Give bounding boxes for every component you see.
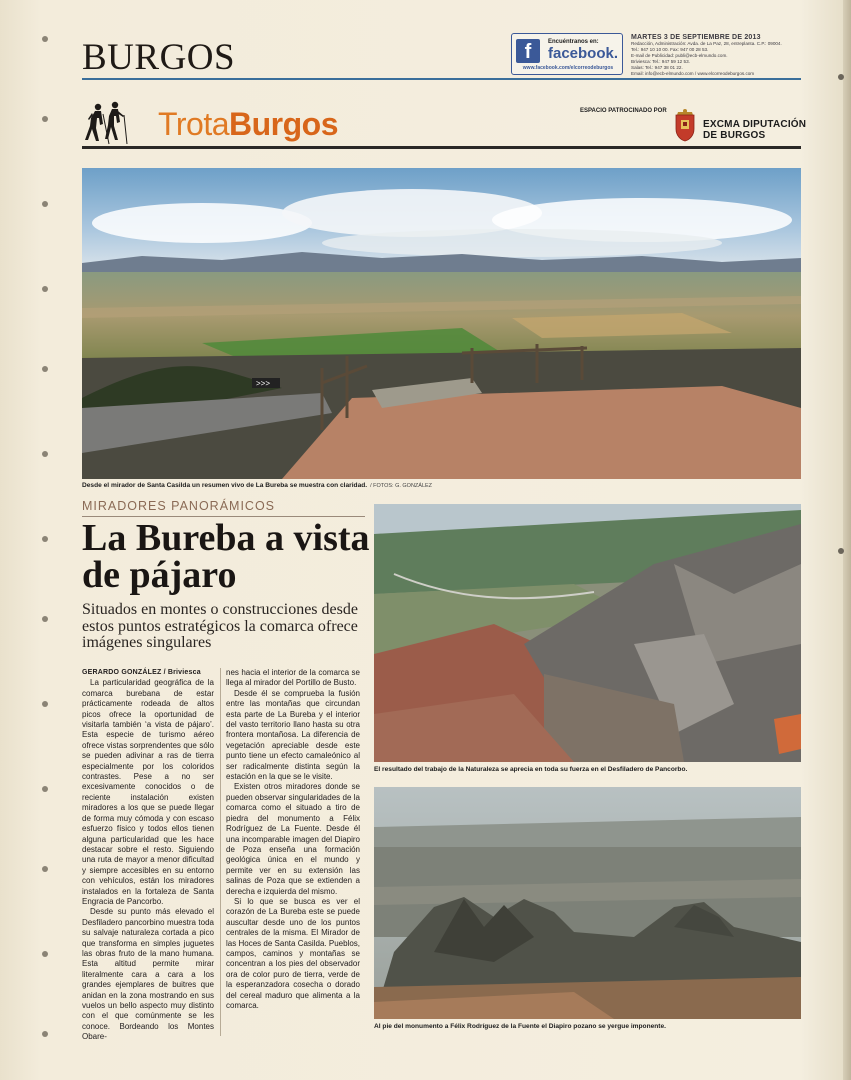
photo-diapiro-poza xyxy=(374,787,801,1019)
header-info xyxy=(631,34,811,77)
contact-line: Tel.: 947 10 10 00. Fax: 947 00 28 53. xyxy=(631,47,709,52)
sponsor-name-line1: EXCMA DIPUTACIÓN xyxy=(703,119,807,130)
body-paragraph: Desde él se comprueba la fusión entre las montañas que circundan esta parte de La Bureba y el interior del vasto territorio llano hasta su otra frontera montañosa. La diferencia de vegetación apreciable desde este punto tiene un efecto camaleónico al ser radicalmente distinta según la estación en la que se le visite. xyxy=(226,688,360,782)
middle-photo-caption: El resultado del trabajo de la Naturaleza se aprecia en toda su fuerza en el Desfiladero de Pancorbo. xyxy=(374,766,688,773)
body-paragraph: Existen otros miradores donde se pueden observar singularidades de la comarca como el situado a tiro de piedra del monumento a Félix Rodríguez de La Fuente. Desde él una incomparable imagen del Diapiro de Poza enseña una formación geológica única en el mundo y permite ver en su extensión las salinas de Poza que se extienden a derecha e izquierda del mismo. xyxy=(226,782,360,896)
body-paragraph: nes hacia el interior de la comarca se llega al mirador del Portillo de Busto. xyxy=(226,668,360,688)
facebook-find-us: Encuéntranos en: xyxy=(548,39,599,45)
body-paragraph: La particularidad geográfica de la comarca burebana de estar prácticamente rodeada de altos picos ofrece la oportunidad de visitarla también ‘a vista de pájaro’. Esta especie de turismo aéreo ofrece vistas sorprendentes que sólo se pueden adivinar a ras de tierra especialmente por los coloridos contrastes. Pese a no ser excesivamente conocidos o de reciente instalación existen miradores a los que se puede llegar de forma muy cómoda y con escaso esfuerzo físico y todos ellos tienen alguna particularidad que les hace destacar sobre el resto. Siguiendo una ruta de mayor a menor dificultad y siempre accesibles en su entorno con vehículos, están los miradores instalados en la fortaleza de Santa Engracia de Pancorbo. xyxy=(82,678,214,906)
hikers-icon xyxy=(82,100,132,146)
contact-line: E-mail de Publicidad: publi@ecb-elmundo.com. xyxy=(631,53,728,58)
top-caption-text: Desde el mirador de Santa Casilda un resumen vivo de La Bureba se muestra con claridad. xyxy=(82,482,368,489)
article-column-2 xyxy=(226,668,360,1011)
facebook-url: www.facebook.com/elcorreodeburgos xyxy=(522,65,614,71)
brand-part2: Burgos xyxy=(229,106,338,142)
coat-of-arms-icon xyxy=(673,108,697,142)
kicker: MIRADORES PANORÁMICOS xyxy=(82,499,276,513)
section-title: BURGOS xyxy=(82,37,236,78)
facebook-wordmark: facebook. xyxy=(548,45,619,62)
byline: GERARDO GONZÁLEZ / Briviesca xyxy=(82,669,201,676)
contact-line: Email: info@ecb-elmundo.com / www.elcorreodeburgos.com xyxy=(631,71,755,76)
headline: La Bureba a vista de pájaro xyxy=(82,517,370,596)
article-column-1 xyxy=(82,668,214,1043)
contact-line: Salas: Tel.: 947 38 01 22. xyxy=(631,65,683,70)
contact-line: Briviesca: Tel.: 947 59 12 53. xyxy=(631,59,690,64)
column-divider xyxy=(220,668,221,1036)
header-rule xyxy=(82,78,801,80)
page-edge xyxy=(843,0,851,1080)
facebook-icon: f xyxy=(516,39,540,63)
body-paragraph: Si lo que se busca es ver el corazón de La Bureba este se puede auscultar desde uno de los puntos centrales de la misma. El Mirador de las Hoces de Santa Casilda. Pueblos, campos, caminos y montañas se concentran a los pies del observador ora de color puro de tierra, verde de la esperanzadora cosecha o dorado del cereal maduro que alimenta a la comarca. xyxy=(226,896,360,1010)
top-photo-caption xyxy=(82,482,432,489)
facebook-badge[interactable] xyxy=(511,33,623,75)
sponsor-name-line2: DE BURGOS xyxy=(703,130,766,141)
deck: Situados en montes o construcciones desde estos puntos estratégicos la comarca ofrece imágenes singulares xyxy=(82,601,358,651)
binding-holes xyxy=(42,36,52,1036)
contact-line: Redacción, Administración: Avda. de La Paz, 28, entreplanta. C.P.: 09004. xyxy=(631,41,782,46)
svg-text:>>>: >>> xyxy=(256,379,271,388)
contact-lines xyxy=(631,41,811,77)
photo-pancorbo-gorge xyxy=(374,504,801,762)
trotaburgos-logo xyxy=(158,106,338,143)
bottom-photo-caption: Al pie del monumento a Félix Rodríguez de la Fuente el Diapiro pozano se yergue imponente. xyxy=(374,1023,667,1030)
issue-date: MARTES 3 DE SEPTIEMBRE DE 2013 xyxy=(631,34,761,41)
banner-rule xyxy=(82,146,801,149)
sponsor-label: ESPACIO PATROCINADO POR xyxy=(580,108,667,114)
body-paragraph: Desde su punto más elevado el Desfiladero pancorbino muestra toda su salvaje naturaleza cortada a pico que transforma en simples juguetes las obras fruto de la mano humana. Esta altitud permite mirar literalmente cara a cara a los grandes ejemplares de buitres que anidan en la zona mostrando en sus vuelos un bello aspecto muy distinto con el que comúnmente se les conoce. Bordeando los Montes Obare- xyxy=(82,907,214,1042)
photo-credit: / FOTOS: G. GONZÁLEZ xyxy=(370,483,433,489)
photo-santa-casilda-viewpoint xyxy=(82,168,801,479)
brand-part1: Trota xyxy=(158,106,229,142)
